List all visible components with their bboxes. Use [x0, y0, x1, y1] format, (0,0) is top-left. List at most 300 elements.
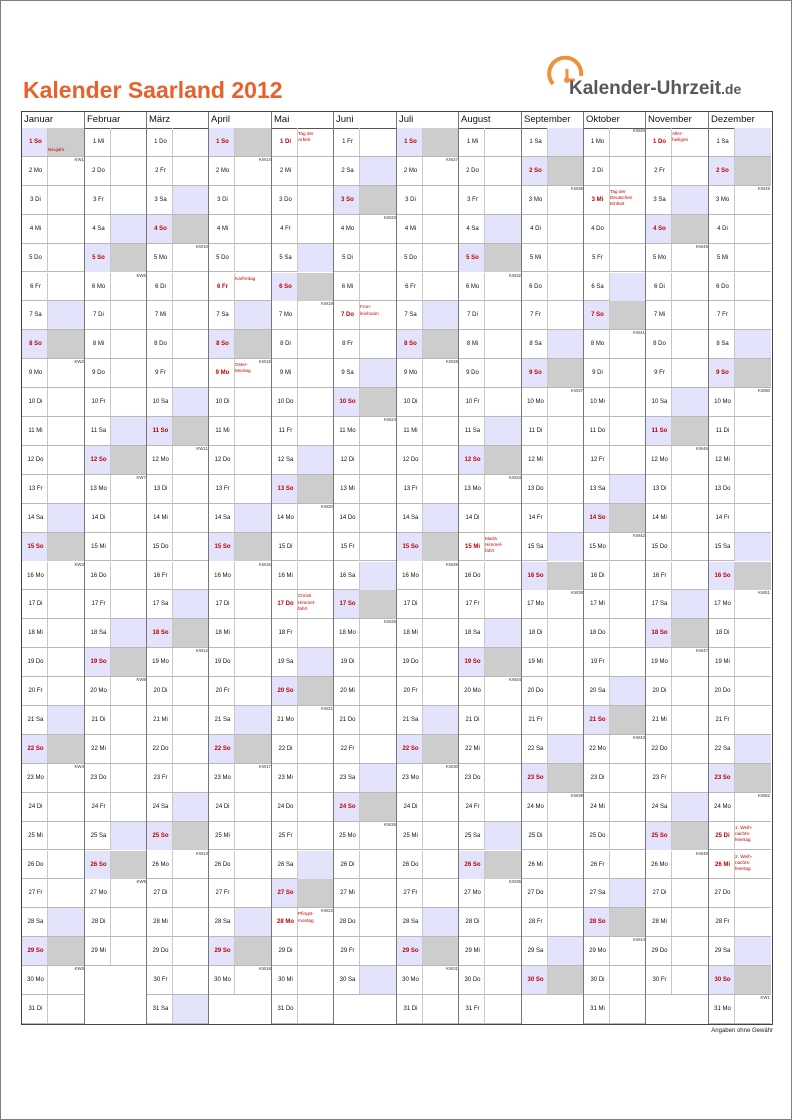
- cell-divider: [422, 244, 423, 272]
- day-label: 20 Di: [153, 688, 168, 695]
- day-cell: [22, 706, 85, 735]
- cell-divider: [547, 562, 548, 590]
- day-label: 30 Do: [464, 977, 481, 984]
- cell-divider: [609, 937, 610, 965]
- day-cell: [22, 244, 85, 273]
- day-cell: [147, 677, 209, 706]
- day-label: 20 Di: [652, 688, 667, 695]
- week-number: KW46: [696, 445, 708, 451]
- day-cell: [334, 966, 397, 995]
- day-cell: [522, 273, 584, 302]
- day-label: 18 Sa: [464, 630, 481, 637]
- cell-divider: [234, 128, 235, 156]
- sunday-shade: [359, 793, 397, 821]
- cell-divider: [47, 301, 48, 329]
- week-number: KW29: [446, 561, 458, 567]
- cell-divider: [110, 619, 111, 647]
- holiday-name: Oster- Montag: [235, 362, 251, 374]
- day-label: 31 Mi: [590, 1006, 605, 1012]
- saturday-shade: [172, 388, 209, 416]
- cell-divider: [172, 706, 173, 734]
- day-cell: [397, 504, 459, 533]
- day-cell: [85, 822, 147, 851]
- day-label: 10 So: [339, 399, 356, 406]
- cell-divider: [484, 764, 485, 792]
- cell-divider: [359, 475, 360, 503]
- day-cell: [459, 504, 522, 533]
- page-title: Kalender Saarland 2012: [23, 77, 283, 103]
- day-label: 24 Mo: [714, 803, 731, 810]
- cell-divider: [484, 215, 485, 243]
- day-label: 9 Di: [592, 370, 603, 377]
- day-cell: [584, 330, 646, 359]
- day-cell: [459, 908, 522, 937]
- day-label: 25 Mi: [215, 832, 230, 839]
- day-cell: [584, 764, 646, 793]
- day-cell: [147, 273, 209, 302]
- saturday-shade: [609, 879, 646, 907]
- cell-divider: [172, 793, 173, 821]
- day-cell: [709, 879, 771, 908]
- cell-divider: [47, 186, 48, 214]
- day-cell: [709, 301, 771, 330]
- sunday-shade: [422, 128, 459, 156]
- day-cell: [272, 273, 334, 302]
- cell-divider: [172, 128, 173, 156]
- day-label: 6 So: [279, 283, 292, 290]
- day-cell: [147, 764, 209, 793]
- cell-divider: [422, 186, 423, 214]
- day-label: 10 Di: [403, 399, 418, 406]
- cell-divider: [609, 215, 610, 243]
- day-label: 14 Fr: [528, 514, 543, 521]
- cell-divider: [422, 157, 423, 185]
- month-column: [522, 112, 584, 1024]
- cell-divider: [47, 562, 48, 590]
- day-label: 29 Mo: [589, 948, 606, 955]
- sunday-shade: [297, 273, 334, 301]
- day-label: 1 Mo: [590, 139, 605, 145]
- day-label: 18 So: [651, 630, 668, 637]
- day-cell: [334, 764, 397, 793]
- month-divider: [271, 112, 272, 1024]
- day-label: 23 Fr: [652, 774, 667, 781]
- cell-divider: [47, 851, 48, 879]
- day-cell: [22, 446, 85, 475]
- day-cell: [85, 186, 147, 215]
- day-label: 13 Fr: [28, 485, 43, 492]
- saturday-shade: [172, 186, 209, 214]
- day-label: 17 Mi: [590, 601, 605, 608]
- sunday-shade: [609, 908, 646, 936]
- day-cell: [209, 388, 272, 417]
- day-label: 7 So: [591, 312, 604, 319]
- day-label: 1 Di: [279, 139, 291, 145]
- sunday-shade: [359, 186, 397, 214]
- cell-divider: [234, 879, 235, 907]
- day-cell: [209, 533, 272, 562]
- day-label: 29 Mi: [91, 948, 106, 955]
- cell-divider: [297, 822, 298, 850]
- cell-divider: [359, 273, 360, 301]
- cell-divider: [359, 417, 360, 445]
- day-cell: [397, 157, 459, 186]
- cell-divider: [297, 562, 298, 590]
- day-cell: [397, 475, 459, 504]
- day-cell: [584, 851, 646, 880]
- day-label: 30 Mo: [402, 977, 419, 984]
- day-cell: [209, 359, 272, 388]
- day-cell: [334, 735, 397, 764]
- saturday-shade: [547, 128, 584, 156]
- cell-divider: [734, 186, 735, 214]
- holiday-name: Karfreitag: [235, 275, 256, 281]
- day-label: 22 Mi: [91, 745, 106, 752]
- day-cell: [209, 908, 272, 937]
- saturday-shade: [484, 215, 522, 243]
- day-label: 25 So: [152, 832, 169, 839]
- cell-divider: [422, 908, 423, 936]
- month-column: [646, 112, 709, 1024]
- day-label: 15 So: [402, 543, 419, 550]
- day-label: 15 So: [214, 543, 231, 550]
- day-cell: [459, 706, 522, 735]
- day-label: 18 Di: [528, 630, 543, 637]
- cell-divider: [484, 908, 485, 936]
- cell-divider: [671, 128, 672, 156]
- cell-divider: [234, 822, 235, 850]
- cell-divider: [47, 330, 48, 358]
- cell-divider: [734, 273, 735, 301]
- cell-divider: [234, 446, 235, 474]
- day-label: 19 So: [90, 659, 107, 666]
- day-cell: [397, 388, 459, 417]
- saturday-shade: [484, 417, 522, 445]
- cell-divider: [484, 966, 485, 994]
- cell-divider: [297, 446, 298, 474]
- cell-divider: [297, 995, 298, 1023]
- day-label: 25 Sa: [464, 832, 481, 839]
- day-cell: [85, 244, 147, 273]
- day-label: 26 Do: [214, 861, 231, 868]
- day-label: 17 Fr: [465, 601, 480, 608]
- day-label: 28 Di: [465, 919, 480, 926]
- cell-divider: [172, 244, 173, 272]
- cell-divider: [47, 157, 48, 185]
- cell-divider: [734, 244, 735, 272]
- day-cell: [22, 359, 85, 388]
- day-label: 5 Do: [404, 254, 417, 261]
- month-divider: [645, 112, 646, 1024]
- day-label: 23 Di: [590, 774, 605, 781]
- day-label: 18 Mo: [339, 630, 356, 637]
- week-number: KW37: [571, 388, 583, 394]
- day-cell: [459, 215, 522, 244]
- day-label: 9 So: [716, 370, 729, 377]
- sunday-shade: [297, 879, 334, 907]
- day-cell: [522, 388, 584, 417]
- day-label: 10 Di: [215, 399, 230, 406]
- cell-divider: [359, 359, 360, 387]
- week-number: KW38: [571, 590, 583, 596]
- cell-divider: [359, 908, 360, 936]
- cell-divider: [359, 215, 360, 243]
- holiday-name: Neujahr: [48, 147, 65, 152]
- day-label: 9 Do: [92, 370, 105, 377]
- cell-divider: [671, 706, 672, 734]
- saturday-shade: [671, 793, 709, 821]
- day-label: 7 Mi: [154, 312, 167, 319]
- cell-divider: [47, 966, 48, 994]
- cell-divider: [734, 966, 735, 994]
- cell-divider: [734, 822, 735, 850]
- cell-divider: [671, 677, 672, 705]
- cell-divider: [234, 908, 235, 936]
- day-cell: [147, 215, 209, 244]
- cell-divider: [609, 590, 610, 618]
- day-cell: [709, 590, 771, 619]
- day-cell: [85, 157, 147, 186]
- day-label: 7 Di: [93, 312, 104, 319]
- day-cell: [459, 995, 522, 1024]
- day-label: 12 Mo: [651, 456, 668, 463]
- day-label: 1 Sa: [529, 139, 542, 145]
- sunday-shade: [234, 330, 272, 358]
- sunday-shade: [422, 937, 459, 965]
- week-number: KW34: [509, 677, 521, 683]
- day-label: 1 Do: [652, 139, 666, 145]
- cell-divider: [671, 359, 672, 387]
- day-cell: [646, 157, 709, 186]
- day-label: 11 Fr: [278, 428, 293, 434]
- day-cell: [646, 648, 709, 677]
- day-cell: [272, 417, 334, 446]
- cell-divider: [609, 995, 610, 1023]
- sunday-shade: [609, 706, 646, 734]
- sunday-shade: [734, 157, 771, 185]
- day-cell: [397, 273, 459, 302]
- day-cell: [709, 157, 771, 186]
- cell-divider: [422, 851, 423, 879]
- day-label: 16 Mi: [278, 572, 293, 579]
- day-cell: [147, 619, 209, 648]
- day-label: 29 Do: [152, 948, 169, 955]
- day-label: 8 So: [404, 341, 417, 348]
- cell-divider: [671, 851, 672, 879]
- sunday-shade: [359, 590, 397, 618]
- cell-divider: [422, 648, 423, 676]
- cell-divider: [359, 735, 360, 763]
- cell-divider: [47, 590, 48, 618]
- holiday-name: Fron- leichnam: [360, 304, 379, 316]
- day-cell: [22, 793, 85, 822]
- saturday-shade: [47, 301, 85, 329]
- day-label: 4 So: [653, 225, 666, 232]
- day-cell: [459, 301, 522, 330]
- day-cell: [272, 793, 334, 822]
- cell-divider: [297, 735, 298, 763]
- day-label: 14 Mi: [153, 514, 168, 521]
- week-number: KW16: [259, 561, 271, 567]
- day-cell: [584, 273, 646, 302]
- day-label: 25 Di: [528, 832, 543, 839]
- day-label: 22 Di: [278, 745, 293, 752]
- day-label: 14 Di: [91, 514, 106, 521]
- day-cell: [209, 648, 272, 677]
- day-cell: [85, 590, 147, 619]
- day-cell: [334, 562, 397, 591]
- day-label: 9 Fr: [654, 370, 665, 377]
- day-label: 10 Sa: [651, 399, 668, 406]
- cell-divider: [234, 504, 235, 532]
- day-cell: [147, 186, 209, 215]
- day-cell: [397, 186, 459, 215]
- day-cell: [459, 446, 522, 475]
- cell-divider: [734, 128, 735, 156]
- day-label: 1 Sa: [716, 139, 729, 145]
- cell-divider: [110, 273, 111, 301]
- day-cell: [85, 793, 147, 822]
- day-label: 3 Mo: [528, 196, 543, 203]
- day-cell: [459, 388, 522, 417]
- day-label: 18 Sa: [90, 630, 107, 637]
- day-cell: [584, 937, 646, 966]
- cell-divider: [734, 388, 735, 416]
- day-cell: [209, 244, 272, 273]
- week-number: KW31: [446, 966, 458, 972]
- day-label: 20 Do: [527, 688, 544, 695]
- day-cell: [272, 504, 334, 533]
- cell-divider: [609, 388, 610, 416]
- day-label: 30 Mi: [278, 977, 293, 984]
- day-cell: [22, 128, 85, 157]
- cell-divider: [110, 215, 111, 243]
- day-label: 3 Sa: [653, 196, 666, 203]
- cell-divider: [297, 677, 298, 705]
- cell-divider: [484, 562, 485, 590]
- day-label: 22 Do: [152, 745, 169, 752]
- day-cell: [209, 330, 272, 359]
- day-label: 2 Fr: [654, 167, 665, 174]
- day-cell: [584, 475, 646, 504]
- day-label: 24 Sa: [152, 803, 169, 810]
- day-label: 12 Do: [27, 456, 44, 463]
- holiday-name: Pfingst- montag: [298, 911, 314, 923]
- cell-divider: [110, 590, 111, 618]
- cell-divider: [359, 504, 360, 532]
- day-label: 6 Fr: [216, 283, 228, 290]
- cell-divider: [359, 562, 360, 590]
- day-label: 11 Sa: [90, 428, 107, 434]
- day-cell: [334, 706, 397, 735]
- day-cell: [709, 937, 771, 966]
- cell-divider: [422, 966, 423, 994]
- day-cell: [272, 562, 334, 591]
- cell-divider: [671, 966, 672, 994]
- week-number: KW23: [384, 214, 396, 220]
- day-cell: [334, 677, 397, 706]
- day-cell: [397, 533, 459, 562]
- cell-divider: [172, 879, 173, 907]
- month-column: [272, 112, 334, 1024]
- day-cell: [272, 764, 334, 793]
- month-column: [209, 112, 272, 1024]
- day-cell: [584, 186, 646, 215]
- day-label: 26 Do: [402, 861, 419, 868]
- day-label: 8 So: [216, 341, 229, 348]
- cell-divider: [297, 504, 298, 532]
- saturday-shade: [422, 504, 459, 532]
- day-cell: [22, 504, 85, 533]
- saturday-shade: [359, 562, 397, 590]
- day-cell: [459, 244, 522, 273]
- day-label: 21 Mi: [153, 717, 168, 723]
- saturday-shade: [547, 330, 584, 358]
- cell-divider: [47, 388, 48, 416]
- cell-divider: [734, 879, 735, 907]
- saturday-shade: [110, 417, 147, 445]
- day-label: 19 Fr: [590, 659, 605, 666]
- day-label: 5 Sa: [279, 254, 292, 261]
- saturday-shade: [110, 215, 147, 243]
- day-cell: [147, 851, 209, 880]
- week-number: KW49: [758, 185, 770, 191]
- day-label: 16 So: [714, 572, 731, 579]
- day-label: 30 Fr: [652, 977, 667, 984]
- cell-divider: [172, 417, 173, 445]
- day-cell: [85, 879, 147, 908]
- day-cell: [209, 851, 272, 880]
- cell-divider: [47, 244, 48, 272]
- day-cell: [209, 764, 272, 793]
- day-label: 29 Sa: [714, 948, 731, 955]
- cell-divider: [734, 330, 735, 358]
- day-label: 21 Sa: [27, 717, 44, 723]
- cell-divider: [47, 128, 48, 156]
- sunday-shade: [547, 359, 584, 387]
- day-cell: [459, 966, 522, 995]
- day-label: 11 Mo: [339, 428, 356, 434]
- day-label: 30 So: [714, 977, 731, 984]
- cell-divider: [484, 706, 485, 734]
- day-cell: [272, 446, 334, 475]
- saturday-shade: [234, 504, 272, 532]
- month-column: [397, 112, 459, 1024]
- day-label: 17 Di: [28, 601, 43, 608]
- day-label: 16 So: [527, 572, 544, 579]
- day-cell: [397, 879, 459, 908]
- day-cell: [709, 648, 771, 677]
- saturday-shade: [47, 504, 85, 532]
- sunday-shade: [110, 851, 147, 879]
- sunday-shade: [422, 533, 459, 561]
- day-cell: [522, 793, 584, 822]
- day-cell: [522, 735, 584, 764]
- cell-divider: [172, 273, 173, 301]
- day-label: 9 So: [529, 370, 542, 377]
- day-label: 29 Fr: [340, 948, 355, 955]
- day-cell: [272, 735, 334, 764]
- day-label: 15 Do: [651, 543, 668, 550]
- cell-divider: [422, 301, 423, 329]
- day-label: 19 Do: [27, 659, 44, 666]
- day-label: 2 Mo: [403, 167, 418, 174]
- day-label: 31 Fr: [465, 1006, 480, 1012]
- day-cell: [334, 417, 397, 446]
- day-cell: [147, 504, 209, 533]
- cell-divider: [234, 330, 235, 358]
- sunday-shade: [422, 735, 459, 763]
